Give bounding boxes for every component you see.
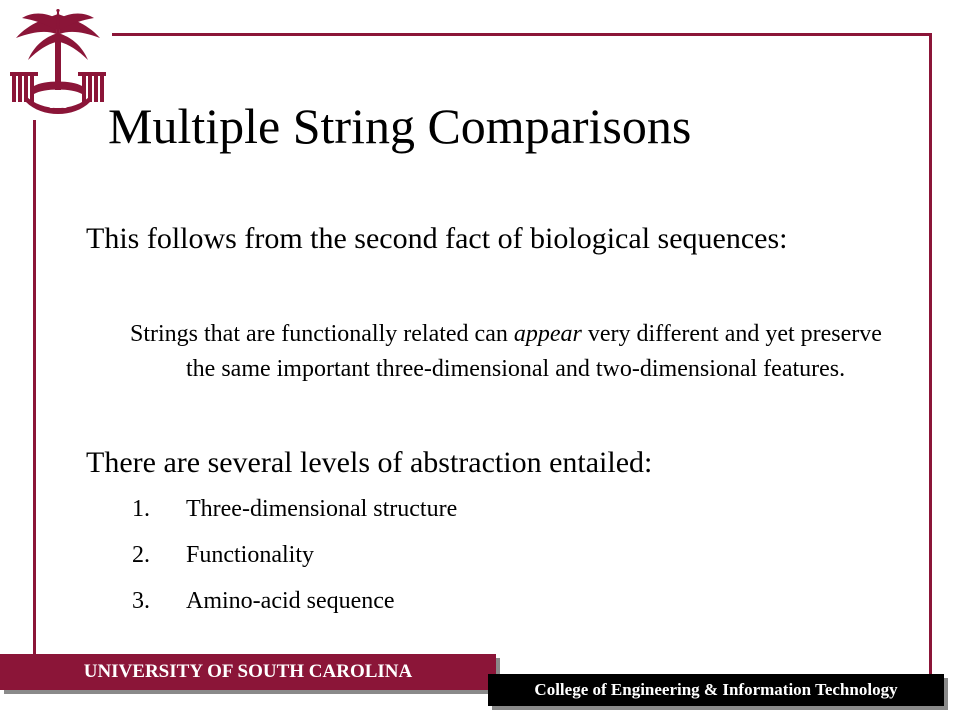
item-text: Amino-acid sequence xyxy=(186,588,395,614)
frame-top-line xyxy=(112,33,932,36)
bullet-1: This follows from the second fact of biological sequences: xyxy=(86,222,788,255)
numbered-item xyxy=(132,539,314,571)
sub-bullet-text-after: very different and yet preserve the same important three-dimensional and two-dimensional features. xyxy=(186,321,882,382)
item-number: 3. xyxy=(132,588,150,614)
frame-right-line xyxy=(929,33,932,674)
item-text: Three-dimensional structure xyxy=(186,496,458,522)
sub-bullet-emphasis: appear xyxy=(513,321,582,347)
numbered-item xyxy=(132,493,457,525)
slide-title: Multiple String Comparisons xyxy=(108,98,692,154)
item-text: Functionality xyxy=(186,542,314,568)
footer-university-banner: UNIVERSITY OF SOUTH CAROLINA xyxy=(0,654,496,690)
sub-bullet xyxy=(130,317,916,387)
item-number: 2. xyxy=(132,542,150,568)
footer-college-banner: College of Engineering & Information Technology xyxy=(488,674,944,706)
item-number: 1. xyxy=(132,496,150,522)
numbered-item xyxy=(132,585,395,617)
sub-bullet-text-before: Strings that are functionally related can xyxy=(130,321,514,347)
usc-palmetto-logo xyxy=(8,8,108,116)
logo-year: 1801 xyxy=(49,100,67,110)
frame-left-line xyxy=(33,120,36,654)
bullet-2: There are several levels of abstraction entailed: xyxy=(86,446,653,479)
